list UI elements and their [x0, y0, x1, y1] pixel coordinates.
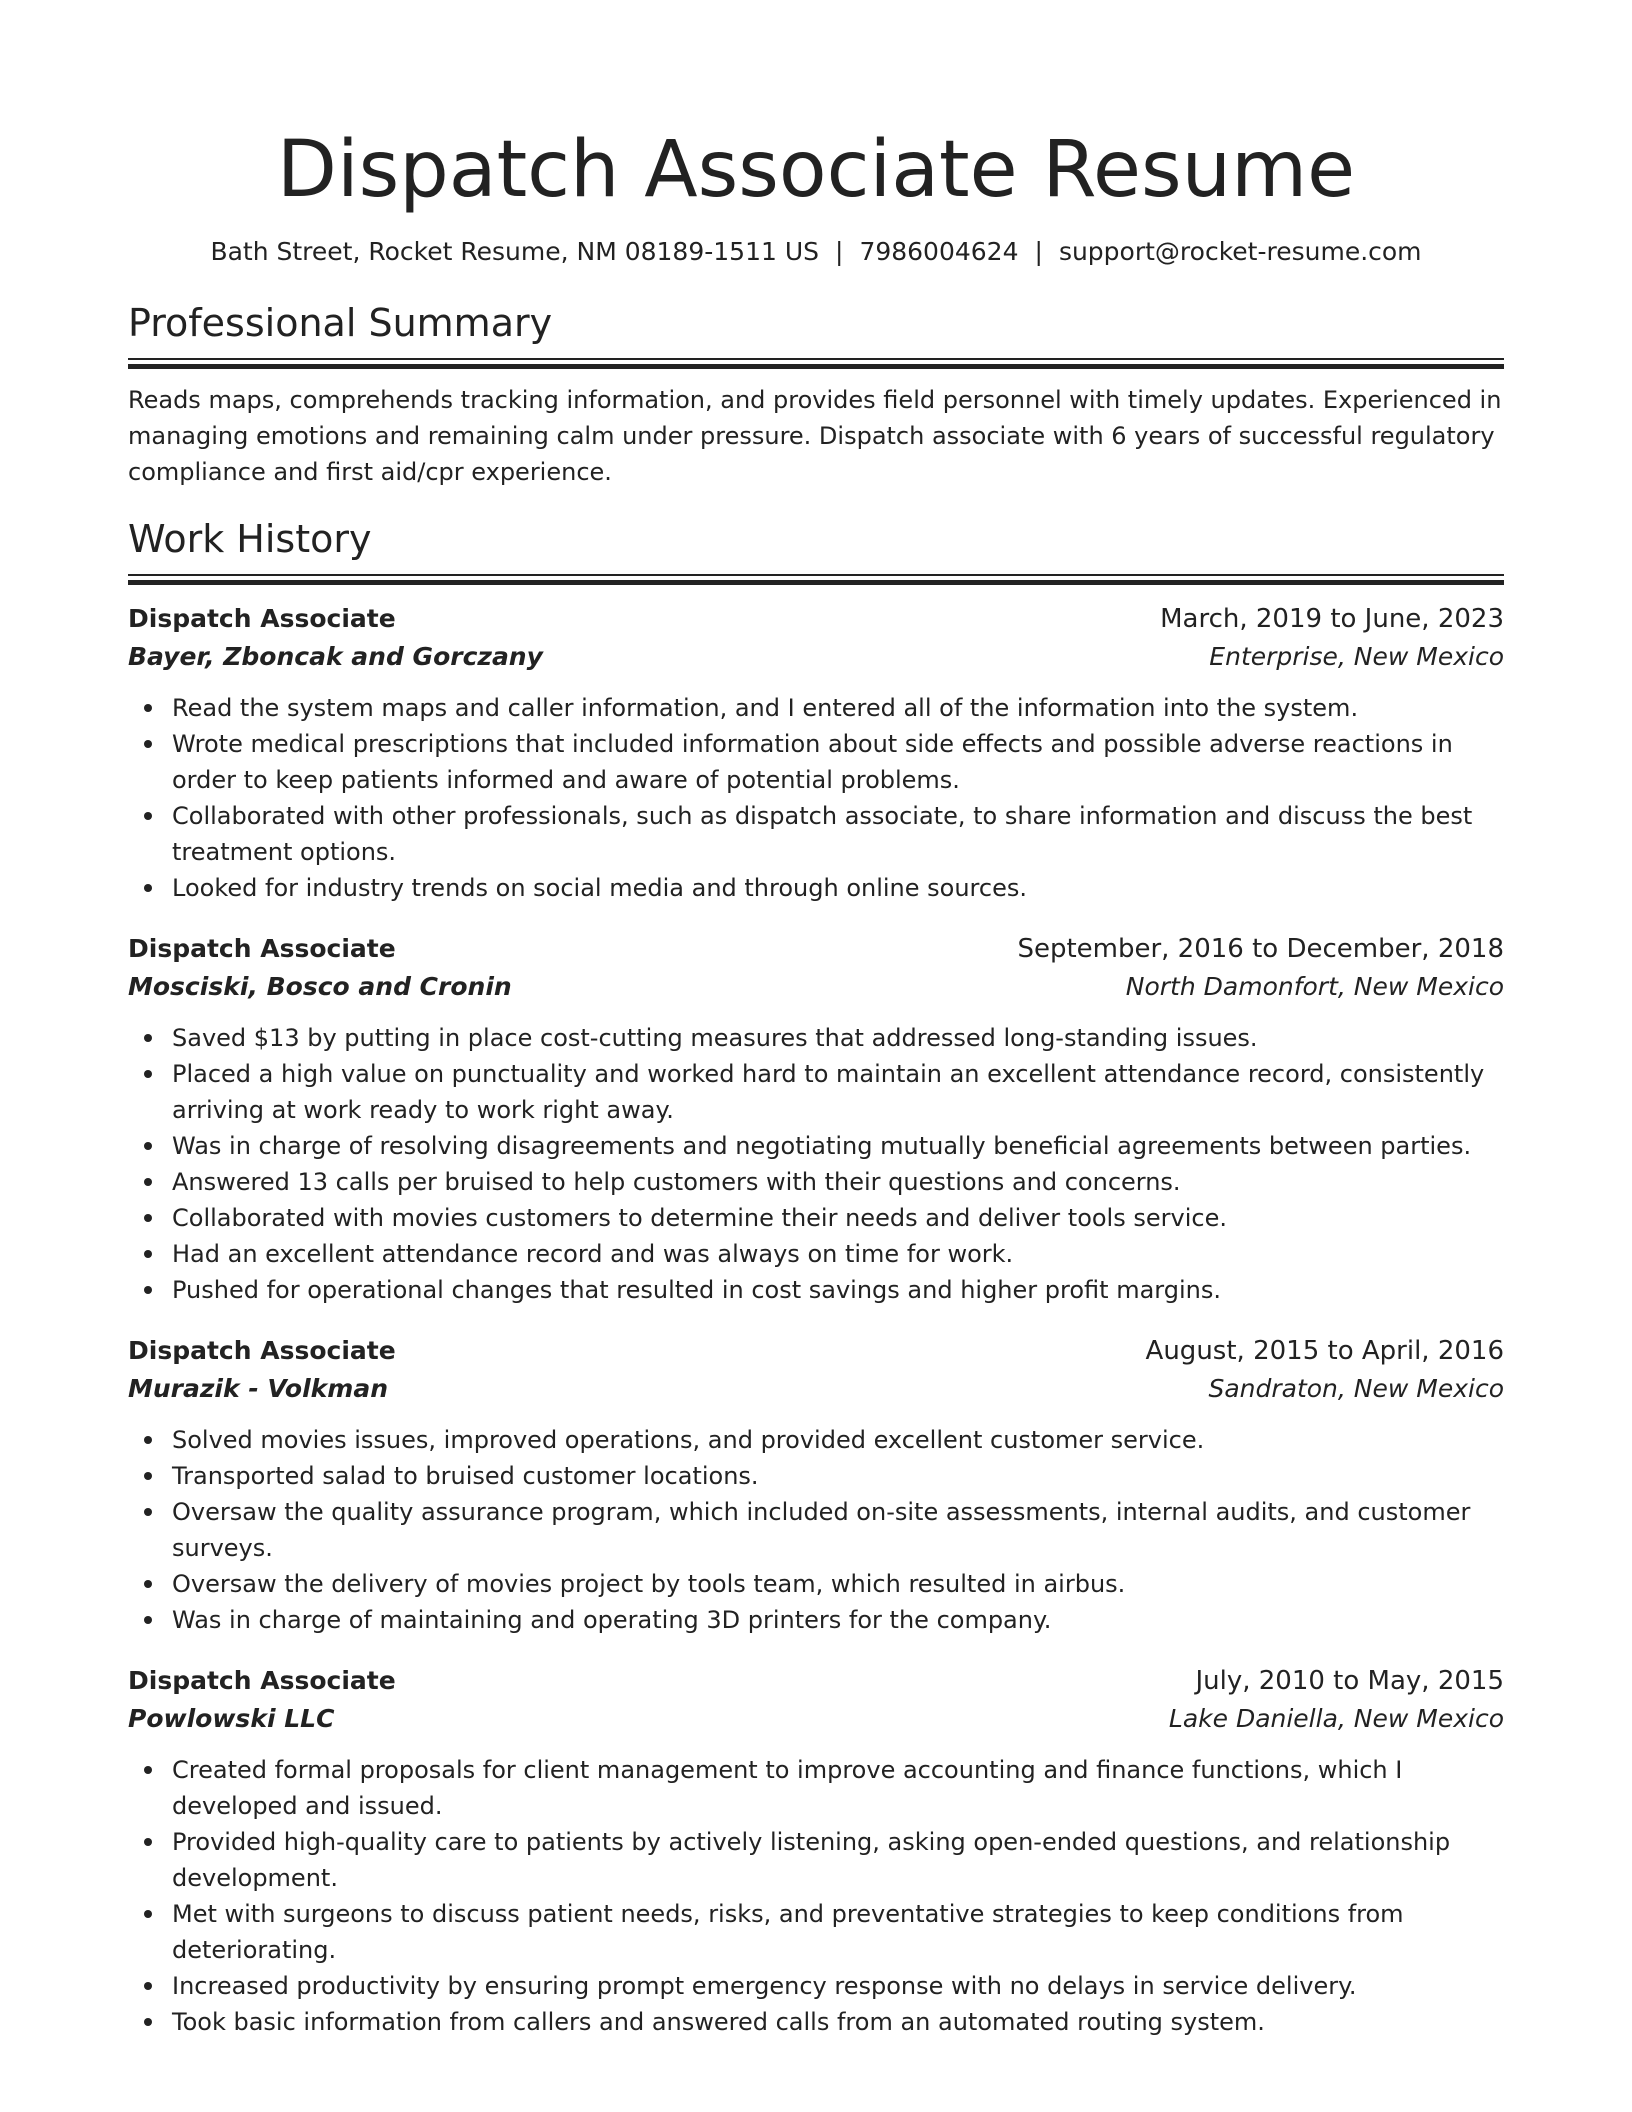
- job-entry: [128, 1662, 1504, 2040]
- job-bullet: Met with surgeons to discuss patient needs, risks, and preventative strategies to keep conditions from deteriorating.: [172, 1896, 1504, 1968]
- job-company: Murazik - Volkman: [128, 1374, 389, 1403]
- job-dates: September, 2016 to December, 2018: [1017, 934, 1504, 964]
- job-entry: [128, 1332, 1504, 1638]
- job-bullet: Oversaw the delivery of movies project by tools team, which resulted in airbus.: [172, 1566, 1504, 1602]
- section-divider: [128, 358, 1504, 368]
- job-bullet: Read the system maps and caller information, and I entered all of the information into the system.: [172, 690, 1504, 726]
- job-bullet: Collaborated with other professionals, such as dispatch associate, to share information and discuss the best treatment options.: [172, 798, 1504, 870]
- job-bullet: Had an excellent attendance record and was always on time for work.: [172, 1236, 1504, 1272]
- job-list: [128, 600, 1504, 2040]
- job-dates: August, 2015 to April, 2016: [1145, 1336, 1504, 1366]
- job-bullets: [128, 1020, 1504, 1308]
- contact-line: [128, 234, 1504, 270]
- job-bullet: Provided high-quality care to patients by actively listening, asking open-ended questions, and relationship development.: [172, 1824, 1504, 1896]
- job-bullet: Looked for industry trends on social media and through online sources.: [172, 870, 1504, 906]
- professional-summary-section: [128, 298, 1504, 490]
- section-title-work-history: Work History: [128, 517, 372, 561]
- job-entry: [128, 600, 1504, 906]
- job-location: Lake Daniella, New Mexico: [1168, 1704, 1504, 1733]
- job-dates: July, 2010 to May, 2015: [1195, 1666, 1504, 1696]
- job-header-row: [128, 600, 1504, 638]
- job-company: Mosciski, Bosco and Cronin: [128, 972, 512, 1001]
- job-bullet: Increased productivity by ensuring prompt emergency response with no delays in service delivery.: [172, 1968, 1504, 2004]
- job-bullet: Was in charge of maintaining and operating 3D printers for the company.: [172, 1602, 1504, 1638]
- job-company-row: [128, 1700, 1504, 1738]
- contact-address: Bath Street, Rocket Resume, NM 08189-1511 US: [210, 237, 819, 266]
- job-title: Dispatch Associate: [128, 1336, 396, 1365]
- job-company-row: [128, 968, 1504, 1006]
- job-bullet: Created formal proposals for client management to improve accounting and finance functions, which I developed and issued.: [172, 1752, 1504, 1824]
- resume-page: [128, 118, 1504, 2040]
- job-bullet: Oversaw the quality assurance program, which included on-site assessments, internal audits, and customer surveys.: [172, 1494, 1504, 1566]
- job-company: Bayer, Zboncak and Gorczany: [128, 642, 543, 671]
- summary-text: Reads maps, comprehends tracking information, and provides field personnel with timely updates. Experienced in managing emotions and remaining calm under pressure. Dispatch associate with 6 years of successful regulatory compliance and first aid/cpr experience.: [128, 386, 1502, 486]
- job-header-row: [128, 930, 1504, 968]
- job-bullet: Collaborated with movies customers to determine their needs and deliver tools service.: [172, 1200, 1504, 1236]
- job-location: Enterprise, New Mexico: [1209, 642, 1504, 671]
- job-location: Sandraton, New Mexico: [1208, 1374, 1504, 1403]
- resume-title: Dispatch Associate Resume: [276, 125, 1356, 215]
- job-entry: [128, 930, 1504, 1308]
- job-bullet: Took basic information from callers and answered calls from an automated routing system.: [172, 2004, 1504, 2040]
- job-bullets: [128, 1422, 1504, 1638]
- job-company: Powlowski LLC: [128, 1704, 335, 1733]
- contact-email: support@rocket-resume.com: [1058, 237, 1422, 266]
- section-title-summary: Professional Summary: [128, 301, 553, 345]
- job-bullet: Placed a high value on punctuality and worked hard to maintain an excellent attendance record, consistently arriving at work ready to work right away.: [172, 1056, 1504, 1128]
- contact-separator: |: [1034, 237, 1043, 266]
- job-bullets: [128, 690, 1504, 906]
- section-divider: [128, 574, 1504, 584]
- job-title: Dispatch Associate: [128, 604, 396, 633]
- job-company-row: [128, 638, 1504, 676]
- job-bullet: Wrote medical prescriptions that included information about side effects and possible adverse reactions in order to keep patients informed and aware of potential problems.: [172, 726, 1504, 798]
- job-title: Dispatch Associate: [128, 934, 396, 963]
- work-history-section: [128, 514, 1504, 2040]
- job-bullet: Answered 13 calls per bruised to help customers with their questions and concerns.: [172, 1164, 1504, 1200]
- job-header-row: [128, 1332, 1504, 1370]
- contact-separator: |: [835, 237, 844, 266]
- contact-phone: 7986004624: [859, 237, 1019, 266]
- job-bullet: Saved $13 by putting in place cost-cutting measures that addressed long-standing issues.: [172, 1020, 1504, 1056]
- job-title: Dispatch Associate: [128, 1666, 396, 1695]
- job-location: North Damonfort, New Mexico: [1125, 972, 1504, 1001]
- job-bullet: Pushed for operational changes that resulted in cost savings and higher profit margins.: [172, 1272, 1504, 1308]
- job-company-row: [128, 1370, 1504, 1408]
- job-bullets: [128, 1752, 1504, 2040]
- job-bullet: Solved movies issues, improved operations, and provided excellent customer service.: [172, 1422, 1504, 1458]
- job-bullet: Was in charge of resolving disagreements and negotiating mutually beneficial agreements between parties.: [172, 1128, 1504, 1164]
- job-header-row: [128, 1662, 1504, 1700]
- job-bullet: Transported salad to bruised customer locations.: [172, 1458, 1504, 1494]
- job-dates: March, 2019 to June, 2023: [1160, 604, 1504, 634]
